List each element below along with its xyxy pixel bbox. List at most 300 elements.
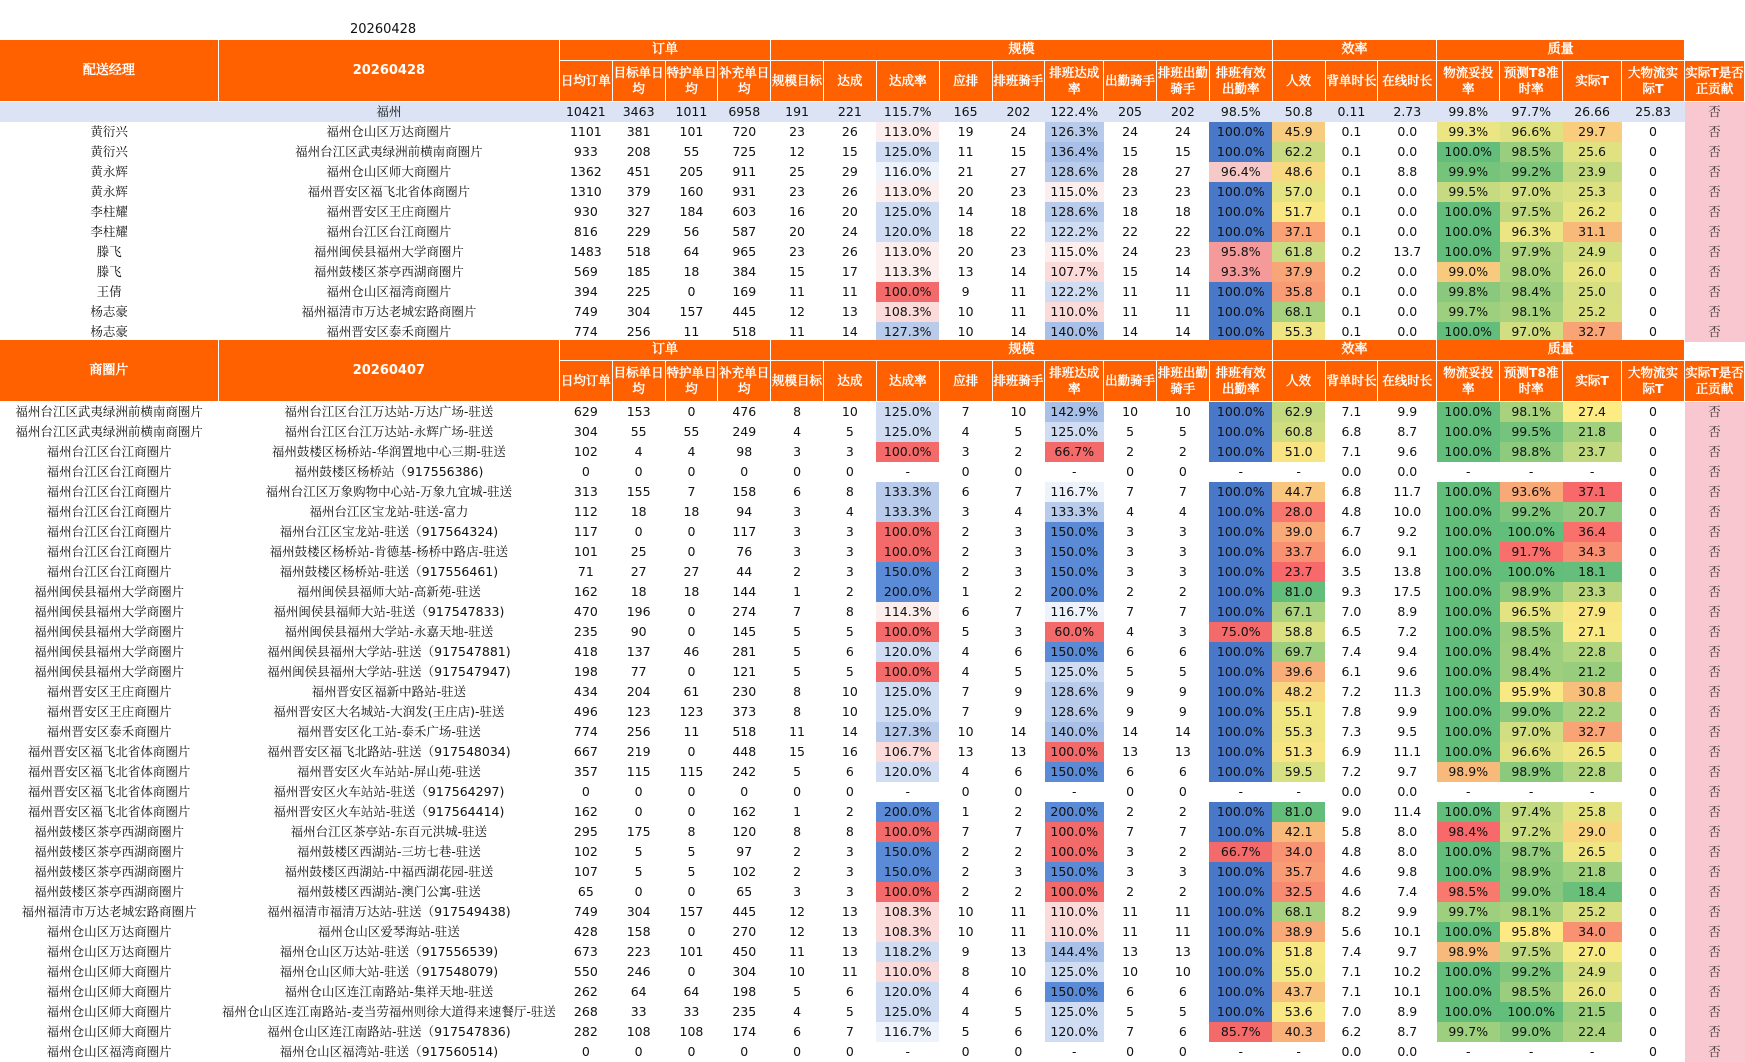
cell[interactable]: 100.0% (1437, 802, 1500, 822)
cell[interactable]: 23 (1174, 244, 1191, 259)
cell[interactable]: 20 (957, 184, 974, 199)
cell[interactable]: 6 (1178, 1024, 1187, 1039)
cell[interactable]: 235 (732, 1004, 757, 1019)
cell[interactable]: 20 (841, 204, 858, 219)
cell[interactable]: 100.0% (1209, 982, 1272, 1002)
cell[interactable]: 33 (630, 1004, 647, 1019)
cell[interactable]: 福州台江区台江万达站-永辉广场-驻送 (284, 424, 494, 439)
cell[interactable]: 125.0% (876, 402, 939, 423)
cell[interactable]: 18 (957, 224, 974, 239)
cell[interactable]: 15 (789, 264, 805, 279)
cell[interactable]: 100.0% (1437, 202, 1500, 222)
cell[interactable]: 55.3 (1272, 322, 1325, 342)
cell[interactable]: 100.0% (1437, 842, 1500, 862)
cell[interactable]: 8 (793, 704, 802, 719)
cell[interactable]: 100.0% (1437, 402, 1500, 423)
cell[interactable]: 0 (581, 784, 590, 799)
cell[interactable]: 福州闽侯县福州大学商圈片 (34, 604, 185, 619)
cell[interactable]: 10421 (559, 102, 612, 123)
cell[interactable]: 17 (841, 264, 858, 279)
cell[interactable]: 12 (789, 304, 805, 319)
cell[interactable]: - (1589, 1044, 1595, 1059)
cell[interactable]: 2 (961, 864, 970, 879)
cell[interactable]: 福州鼓楼区茶亭西湖商圈片 (34, 884, 185, 899)
cell[interactable]: 2 (845, 804, 854, 819)
cell[interactable]: 18 (630, 584, 647, 599)
cell[interactable]: 杨志豪 (90, 324, 128, 339)
cell[interactable]: 0 (687, 524, 696, 539)
cell[interactable]: 26 (841, 124, 858, 139)
cell[interactable]: 福州台江区台江万达站-万达广场-驻送 (284, 404, 494, 419)
cell[interactable]: 0 (687, 804, 696, 819)
cell[interactable]: 0.0 (1397, 204, 1418, 219)
cell[interactable]: 125.0% (876, 682, 939, 702)
cell[interactable]: 2.73 (1378, 102, 1437, 123)
cell[interactable]: 66.7% (1045, 442, 1104, 462)
cell[interactable]: 6.5 (1341, 624, 1362, 639)
cell[interactable]: 14 (1174, 264, 1191, 279)
cell[interactable]: 25 (789, 164, 805, 179)
cell[interactable]: 122.2% (1045, 282, 1104, 302)
cell[interactable]: 2 (961, 884, 970, 899)
cell[interactable]: 0 (1649, 864, 1657, 879)
cell[interactable]: 120.0% (876, 222, 939, 242)
cell[interactable]: 福州闽侯县福州大学商圈片 (34, 664, 185, 679)
cell[interactable]: 313 (573, 484, 598, 499)
cell[interactable]: 102 (573, 444, 598, 459)
cell[interactable]: 100.0% (1437, 422, 1500, 442)
cell[interactable]: 13.8 (1393, 564, 1422, 579)
cell[interactable]: 125.0% (876, 142, 939, 162)
cell[interactable]: 100.0% (876, 442, 939, 462)
cell[interactable]: 9.7 (1397, 944, 1418, 959)
cell[interactable]: 3 (1126, 844, 1135, 859)
cell[interactable]: 26.2 (1563, 202, 1622, 222)
cell[interactable]: 0 (1649, 1004, 1657, 1019)
cell[interactable]: 7 (845, 1024, 854, 1039)
cell[interactable]: 0 (634, 1044, 643, 1059)
cell[interactable]: 125.0% (876, 422, 939, 442)
cell[interactable]: 福州鼓楼区西湖站-澳门公寓-驻送 (296, 884, 481, 899)
cell[interactable]: 100.0% (876, 622, 939, 642)
cell[interactable]: 0 (1178, 784, 1187, 799)
cell[interactable]: 10 (1174, 404, 1191, 419)
cell[interactable]: - (1465, 464, 1471, 479)
cell[interactable]: 福州晋安区火车站站-屏山苑-驻送 (296, 764, 481, 779)
cell[interactable]: 68.1 (1272, 902, 1325, 922)
cell[interactable]: 否 (1685, 282, 1745, 302)
cell[interactable]: 100.0% (1209, 742, 1272, 762)
cell[interactable]: 98.9% (1500, 582, 1563, 602)
cell[interactable]: 福州晋安区火车站站-驻送（917564414) (273, 804, 505, 819)
cell[interactable]: 100.0% (1209, 822, 1272, 842)
cell[interactable]: 7 (1126, 1024, 1135, 1039)
cell[interactable]: 福州闽侯县福州大学站-驻送（917547947) (267, 664, 511, 679)
cell[interactable]: 68.1 (1272, 302, 1325, 322)
cell[interactable]: 6 (1014, 984, 1023, 999)
cell[interactable]: 11 (789, 724, 805, 739)
cell[interactable]: 福州闽侯县福州大学商圈片 (34, 624, 185, 639)
cell[interactable]: 福州鼓楼区西湖站-中福西湖花园-驻送 (284, 864, 494, 879)
cell[interactable]: 100.0% (1209, 962, 1272, 982)
cell[interactable]: 0 (961, 1044, 970, 1059)
cell[interactable]: 16 (841, 744, 858, 759)
cell[interactable]: 6.7 (1341, 524, 1362, 539)
cell[interactable]: 20.7 (1563, 502, 1622, 522)
cell[interactable]: 2 (793, 564, 802, 579)
cell[interactable]: 100.0% (1209, 582, 1272, 602)
cell[interactable]: 6 (845, 764, 854, 779)
cell[interactable]: 福州福清市万达老城宏路商圈片 (301, 304, 477, 319)
cell[interactable]: 98.5% (1209, 102, 1272, 123)
cell[interactable]: 202 (1156, 102, 1209, 123)
cell[interactable]: 23.7 (1563, 442, 1622, 462)
cell[interactable]: 113.3% (876, 262, 939, 282)
cell[interactable]: 19 (957, 124, 974, 139)
cell[interactable]: 9.9 (1397, 704, 1418, 719)
cell[interactable]: 11 (1174, 284, 1191, 299)
cell[interactable]: 否 (1685, 802, 1745, 822)
cell[interactable]: 117 (573, 524, 598, 539)
cell[interactable]: 100.0% (1209, 402, 1272, 423)
cell[interactable]: - (1296, 464, 1301, 479)
cell[interactable]: 9.3 (1341, 584, 1362, 599)
cell[interactable]: 11 (1010, 304, 1027, 319)
cell[interactable]: 100.0% (1209, 602, 1272, 622)
cell[interactable]: 128.6% (1045, 202, 1104, 222)
cell[interactable]: 97.9% (1500, 242, 1563, 262)
cell[interactable]: 97.0% (1500, 722, 1563, 742)
cell[interactable]: 0 (1649, 604, 1657, 619)
cell[interactable]: 100.0% (1437, 222, 1500, 242)
cell[interactable]: 98.5% (1500, 142, 1563, 162)
cell[interactable]: 5 (634, 864, 643, 879)
cell[interactable]: 150.0% (876, 862, 939, 882)
cell[interactable]: 116.7% (1045, 602, 1104, 622)
cell[interactable]: 否 (1685, 102, 1745, 123)
cell[interactable]: 4 (961, 984, 970, 999)
cell[interactable]: 2 (1014, 444, 1023, 459)
cell[interactable]: 0.1 (1341, 224, 1362, 239)
cell[interactable]: 117 (732, 524, 757, 539)
cell[interactable]: 27 (1174, 164, 1191, 179)
cell[interactable]: 145 (732, 624, 757, 639)
cell[interactable]: 169 (732, 284, 757, 299)
cell[interactable]: 100.0% (1437, 502, 1500, 522)
cell[interactable]: 11 (1122, 284, 1139, 299)
cell[interactable]: 43.7 (1272, 982, 1325, 1002)
cell[interactable]: 11 (683, 324, 700, 339)
cell[interactable]: 福州仓山区师大商圈片 (46, 964, 172, 979)
cell[interactable]: 11 (1174, 904, 1191, 919)
cell[interactable]: 7 (1126, 604, 1135, 619)
cell[interactable]: 13.7 (1393, 244, 1422, 259)
cell[interactable]: 165 (939, 102, 992, 123)
cell[interactable]: 774 (573, 724, 598, 739)
cell[interactable]: 59.5 (1272, 762, 1325, 782)
cell[interactable]: 否 (1685, 782, 1745, 802)
cell[interactable]: 9.6 (1397, 664, 1418, 679)
cell[interactable]: 6 (961, 484, 970, 499)
cell[interactable]: 福州晋安区王庄商圈片 (326, 204, 452, 219)
cell[interactable]: 10 (1174, 964, 1191, 979)
cell[interactable]: 0 (1649, 744, 1657, 759)
cell[interactable]: 75.0% (1209, 622, 1272, 642)
cell[interactable]: - (1528, 464, 1534, 479)
cell[interactable]: 8 (845, 604, 854, 619)
cell[interactable]: 100.0% (1209, 122, 1272, 142)
cell[interactable]: 110.0% (1045, 902, 1104, 922)
cell[interactable]: 8 (845, 484, 854, 499)
cell[interactable]: 0 (1649, 1044, 1657, 1059)
cell[interactable]: 100.0% (1437, 542, 1500, 562)
cell[interactable]: 4 (1126, 504, 1135, 519)
cell[interactable]: 0 (1649, 624, 1657, 639)
cell[interactable]: 720 (732, 124, 757, 139)
cell[interactable]: 否 (1685, 1002, 1745, 1022)
cell[interactable]: 7 (793, 604, 802, 619)
cell[interactable]: 16 (789, 204, 805, 219)
cell[interactable]: 10.2 (1393, 964, 1422, 979)
cell[interactable]: 31.1 (1563, 222, 1622, 242)
cell[interactable]: 15 (841, 144, 858, 159)
cell[interactable]: 3 (845, 564, 854, 579)
cell[interactable]: 44 (736, 564, 753, 579)
cell[interactable]: 133.3% (1045, 502, 1104, 522)
cell[interactable]: 120.0% (876, 982, 939, 1002)
cell[interactable]: 445 (732, 304, 757, 319)
cell[interactable]: 13 (841, 944, 858, 959)
cell[interactable]: 22 (1122, 224, 1139, 239)
cell[interactable]: 5 (845, 1004, 854, 1019)
cell[interactable]: 107.7% (1045, 262, 1104, 282)
cell[interactable]: 0.1 (1341, 144, 1362, 159)
cell[interactable]: 3 (793, 444, 802, 459)
cell[interactable]: 2 (1178, 804, 1187, 819)
cell[interactable]: 749 (573, 304, 598, 319)
cell[interactable]: 7 (1126, 824, 1135, 839)
cell[interactable]: 100.0% (1209, 642, 1272, 662)
cell[interactable]: 18.1 (1563, 562, 1622, 582)
cell[interactable]: 25.2 (1563, 902, 1622, 922)
cell[interactable]: 3 (1014, 864, 1023, 879)
cell[interactable]: 115.0% (1045, 182, 1104, 202)
cell[interactable]: - (1238, 784, 1244, 799)
cell[interactable]: 6 (1178, 644, 1187, 659)
cell[interactable]: 101 (679, 124, 704, 139)
cell[interactable]: 107 (573, 864, 598, 879)
cell[interactable]: 100.0% (876, 542, 939, 562)
cell[interactable]: 99.0% (1500, 1022, 1563, 1042)
cell[interactable]: 25.6 (1563, 142, 1622, 162)
cell[interactable]: 100.0% (1045, 842, 1104, 862)
cell[interactable]: 100.0% (1437, 602, 1500, 622)
cell[interactable]: 100.0% (1209, 702, 1272, 722)
cell[interactable]: 8.7 (1397, 1024, 1418, 1039)
cell[interactable]: 10 (1010, 964, 1027, 979)
cell[interactable]: 11 (1010, 904, 1027, 919)
cell[interactable]: 5 (1126, 424, 1135, 439)
cell[interactable]: 0 (687, 284, 696, 299)
cell[interactable]: 福州闽侯县福州大学站-永嘉天地-驻送 (284, 624, 494, 639)
cell[interactable]: 304 (732, 964, 757, 979)
cell[interactable]: 7 (1178, 604, 1187, 619)
cell[interactable]: 3 (793, 884, 802, 899)
cell[interactable]: 2 (1014, 584, 1023, 599)
cell[interactable]: 99.9% (1437, 162, 1500, 182)
cell[interactable]: 福州鼓楼区茶亭西湖商圈片 (34, 824, 185, 839)
cell[interactable]: 6.9 (1341, 744, 1362, 759)
cell[interactable]: 3 (961, 444, 970, 459)
cell[interactable]: 3.5 (1341, 564, 1362, 579)
cell[interactable]: 150.0% (1045, 862, 1104, 882)
cell[interactable]: 27.4 (1563, 402, 1622, 423)
cell[interactable]: 5 (793, 764, 802, 779)
cell[interactable]: 1483 (569, 244, 602, 259)
cell[interactable]: 235 (573, 624, 598, 639)
cell[interactable]: 否 (1685, 642, 1745, 662)
cell[interactable]: 61 (683, 684, 700, 699)
cell[interactable]: 福州台江区武夷绿洲前横南商圈片 (15, 424, 203, 439)
cell[interactable]: 否 (1685, 522, 1745, 542)
cell[interactable]: 11 (789, 284, 805, 299)
cell[interactable]: 27.1 (1563, 622, 1622, 642)
cell[interactable]: 25.8 (1563, 802, 1622, 822)
cell[interactable]: 0.11 (1325, 102, 1378, 123)
cell[interactable]: 3 (1126, 524, 1135, 539)
cell[interactable]: 福州晋安区泰禾商圈片 (46, 724, 172, 739)
cell[interactable]: 2 (1014, 884, 1023, 899)
cell[interactable]: 福州鼓楼区西湖站-三坊七巷-驻送 (296, 844, 481, 859)
cell[interactable]: 99.5% (1437, 182, 1500, 202)
cell[interactable]: 30.8 (1563, 682, 1622, 702)
cell[interactable]: 0 (634, 884, 643, 899)
cell[interactable]: 福州鼓楼区杨桥站-肯德基-杨桥中路店-驻送 (269, 544, 509, 559)
cell[interactable]: 144.4% (1045, 942, 1104, 962)
cell[interactable]: 福州鼓楼区茶亭西湖商圈片 (313, 264, 464, 279)
cell[interactable]: 6.8 (1341, 484, 1362, 499)
cell[interactable]: 6 (1014, 1024, 1023, 1039)
cell[interactable]: 3 (1178, 544, 1187, 559)
cell[interactable]: 否 (1685, 842, 1745, 862)
cell[interactable]: 448 (732, 744, 757, 759)
cell[interactable]: 11 (789, 324, 805, 339)
cell[interactable]: 100.0% (1209, 762, 1272, 782)
cell[interactable]: 113.0% (876, 122, 939, 142)
cell[interactable]: 100.0% (1209, 662, 1272, 682)
cell[interactable]: 100.0% (1437, 142, 1500, 162)
cell[interactable]: 29.0 (1563, 822, 1622, 842)
cell[interactable]: 福州仓山区师大商圈片 (46, 984, 172, 999)
cell[interactable]: 27.0 (1563, 942, 1622, 962)
cell[interactable]: 0 (1649, 844, 1657, 859)
cell[interactable]: 0.0 (1397, 264, 1418, 279)
cell[interactable]: 200.0% (1045, 802, 1104, 822)
cell[interactable]: 22 (1010, 224, 1027, 239)
cell[interactable]: 0 (1649, 704, 1657, 719)
cell[interactable]: 101 (573, 544, 598, 559)
cell[interactable]: 12 (789, 904, 805, 919)
cell[interactable]: 451 (626, 164, 651, 179)
cell[interactable]: 64 (683, 244, 700, 259)
cell[interactable]: 8.0 (1397, 824, 1418, 839)
cell[interactable]: 34.0 (1272, 842, 1325, 862)
cell[interactable]: 福州台江区台江商圈片 (46, 524, 172, 539)
cell[interactable]: 6 (793, 1024, 802, 1039)
cell[interactable]: 0.1 (1341, 204, 1362, 219)
cell[interactable]: 0 (1649, 324, 1657, 339)
cell[interactable]: 否 (1685, 902, 1745, 922)
cell[interactable]: 福州闽侯县福师大站-驻送（917547833) (273, 604, 505, 619)
cell[interactable]: 6 (845, 984, 854, 999)
cell[interactable]: 98.1% (1500, 402, 1563, 423)
cell[interactable]: 2 (1014, 844, 1023, 859)
cell[interactable]: 99.2% (1500, 162, 1563, 182)
cell[interactable]: 98.8% (1500, 442, 1563, 462)
cell[interactable]: 21.5 (1563, 1002, 1622, 1022)
cell[interactable]: 23 (1010, 244, 1027, 259)
cell[interactable]: 否 (1685, 302, 1745, 322)
cell[interactable]: 157 (679, 904, 704, 919)
cell[interactable]: 否 (1685, 1022, 1745, 1042)
cell[interactable]: 51.0 (1272, 442, 1325, 462)
cell[interactable]: 116.7% (1045, 482, 1104, 502)
cell[interactable]: 23 (1174, 184, 1191, 199)
cell[interactable]: 9.1 (1397, 544, 1418, 559)
cell[interactable]: 91.7% (1500, 542, 1563, 562)
cell[interactable]: 7.4 (1341, 944, 1362, 959)
cell[interactable]: 931 (732, 184, 757, 199)
cell[interactable]: 9 (1178, 684, 1187, 699)
cell[interactable]: 125.0% (1045, 662, 1104, 682)
cell[interactable]: 11 (789, 944, 805, 959)
cell[interactable]: 否 (1685, 262, 1745, 282)
cell[interactable]: 否 (1685, 222, 1745, 242)
cell[interactable]: - (1238, 1044, 1244, 1059)
cell[interactable]: 7 (1014, 824, 1023, 839)
cell[interactable]: 4 (687, 444, 696, 459)
cell[interactable]: 4.8 (1341, 844, 1362, 859)
cell[interactable]: - (1589, 784, 1595, 799)
cell[interactable]: 0 (1126, 464, 1135, 479)
cell[interactable]: 114.3% (876, 602, 939, 622)
cell[interactable]: 3 (1126, 864, 1135, 879)
cell[interactable]: 0 (687, 624, 696, 639)
cell[interactable]: 99.3% (1437, 122, 1500, 142)
cell[interactable]: 4 (1126, 624, 1135, 639)
cell[interactable]: 100.0% (1437, 862, 1500, 882)
cell[interactable]: 9.7 (1397, 764, 1418, 779)
cell[interactable]: 福州台江区宝龙站-驻送（917564324) (279, 524, 499, 539)
cell[interactable]: 3 (1014, 544, 1023, 559)
cell[interactable]: 15 (1174, 144, 1191, 159)
cell[interactable]: 0 (1649, 404, 1657, 419)
cell[interactable]: 97.5% (1500, 942, 1563, 962)
cell[interactable]: 福州晋安区福飞北省体商圈片 (27, 784, 191, 799)
cell[interactable]: 福州仓山区爱琴海站-驻送 (317, 924, 460, 939)
cell[interactable]: 13 (841, 904, 858, 919)
cell[interactable]: 100.0% (1437, 582, 1500, 602)
cell[interactable]: 121 (732, 664, 757, 679)
cell[interactable]: 125.0% (1045, 422, 1104, 442)
cell[interactable]: 100.0% (1045, 882, 1104, 902)
cell[interactable]: 黄永辉 (90, 184, 128, 199)
cell[interactable]: 76 (736, 544, 753, 559)
cell[interactable]: 204 (626, 684, 651, 699)
cell[interactable]: 418 (573, 644, 598, 659)
cell[interactable]: 6.8 (1341, 424, 1362, 439)
cell[interactable]: 25.3 (1563, 182, 1622, 202)
